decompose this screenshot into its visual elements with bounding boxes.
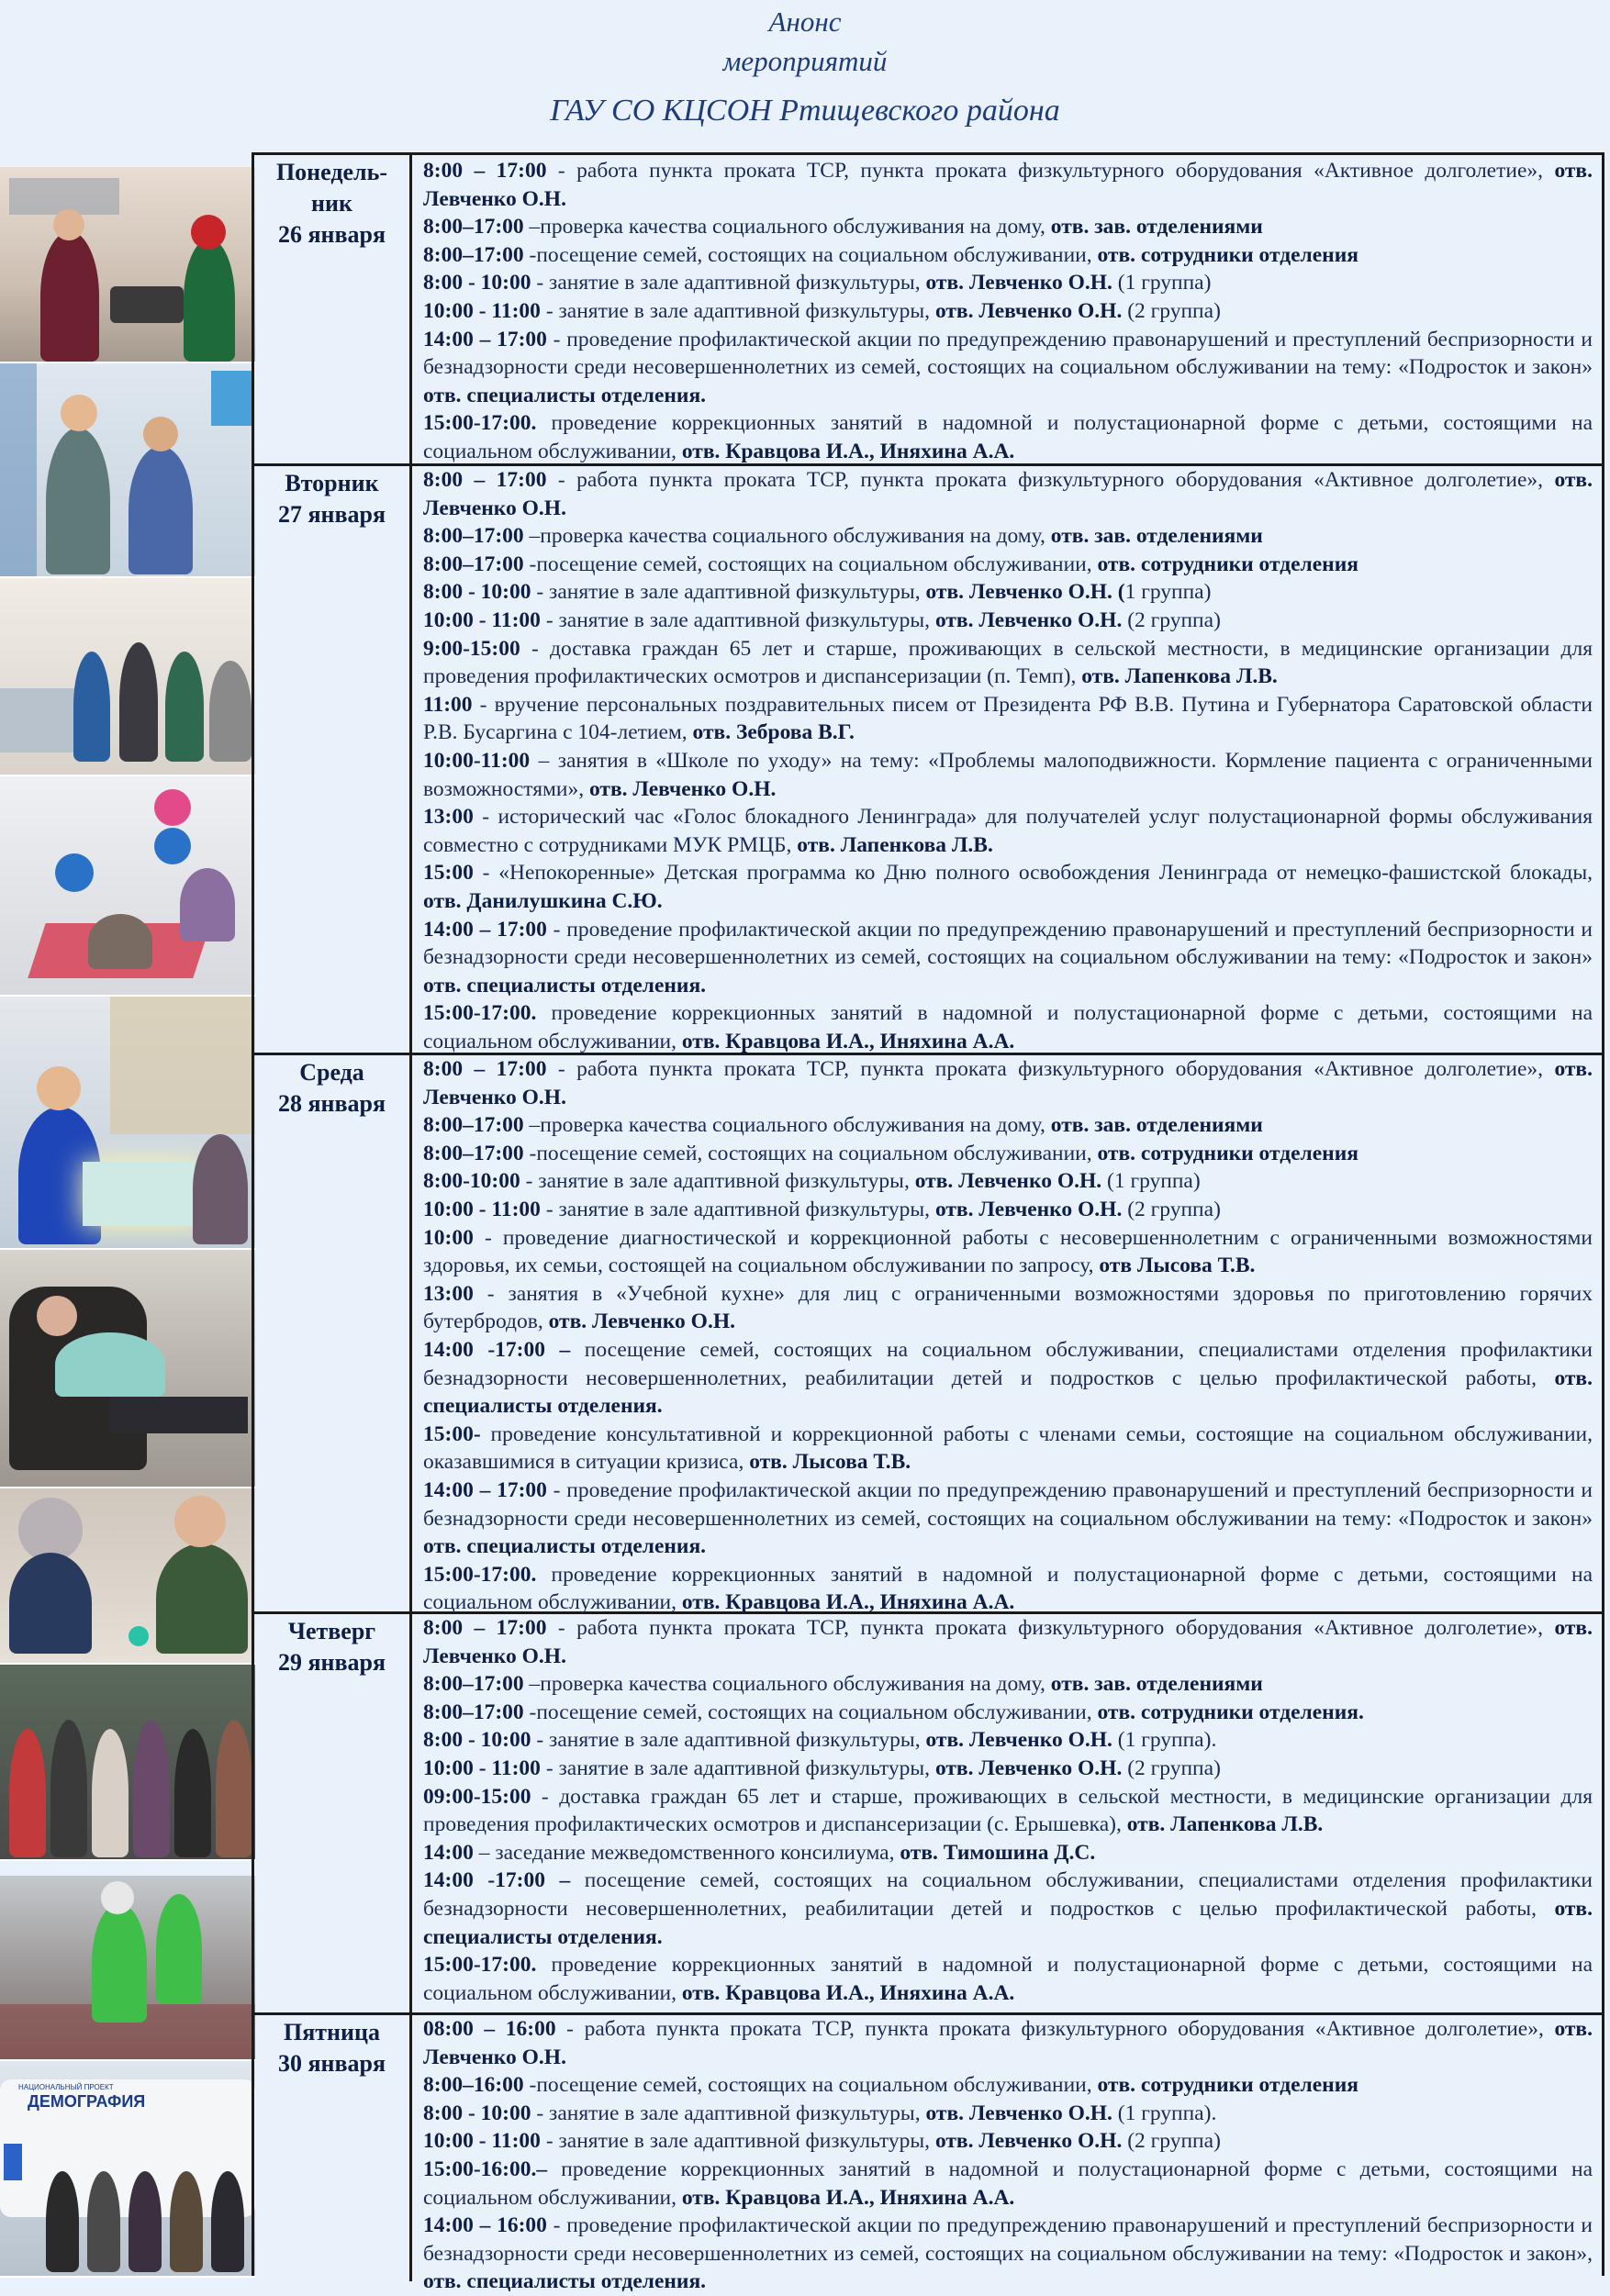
event-responsible: отв. Левченко О.Н. — [914, 1169, 1102, 1194]
event-tail: 1 группа) — [1124, 580, 1212, 605]
event-responsible: отв. специалисты отделения. — [423, 2269, 707, 2294]
event-tail: (2 группа) — [1122, 1755, 1221, 1780]
day-row-friday — [254, 2015, 1602, 2294]
event-time: 15:00-16:00.– — [423, 2157, 548, 2181]
event-text: - работа пункта проката ТСР, пункта проката физкультурного оборудования «Активное долголетие», — [546, 468, 1555, 492]
event-time: 13:00 — [423, 1281, 474, 1306]
event-time: 8:00 – 17:00 — [423, 1616, 547, 1640]
event-responsible: отв. зав. отделениями — [1050, 524, 1263, 549]
event-responsible: отв Лысова Т.В. — [1099, 1254, 1256, 1278]
day-cell — [254, 155, 412, 463]
events-list — [423, 157, 1593, 466]
event-item — [423, 1196, 1593, 1224]
event-item — [423, 1699, 1593, 1727]
event-responsible: отв. Левченко О.Н. — [548, 1310, 735, 1334]
event-responsible: отв. Левченко О.Н. — [925, 2101, 1112, 2125]
day-cell — [254, 1614, 412, 2012]
event-text: - работа пункта проката ТСР, пункта проката физкультурного оборудования «Активное долголетие», — [546, 1057, 1555, 1081]
event-responsible: отв. Левченко О.Н. — [423, 2017, 1593, 2069]
event-text: - занятие в зале адаптивной физкультуры, — [531, 1728, 926, 1753]
event-responsible: отв. Левченко О.Н. — [934, 2129, 1123, 2154]
photo-scooter — [0, 1876, 255, 2061]
event-text: - вручение персональных поздравительных писем от Президента РФ В.В. Путина и Губернатора Саратовской области Р.В. Бусаргина с 104-летием, — [423, 692, 1593, 745]
header-line-1: Анонс — [768, 6, 842, 38]
event-text: - работа пункта проката ТСР, пункта проката физкультурного оборудования «Активное долголетие», — [555, 2017, 1555, 2041]
event-text: проведение коррекционных занятий в надомной и полустационарной форме с детьми, состоящими на социальном обслуживании, — [423, 411, 1593, 463]
event-time: 09:00-15:00 — [423, 1784, 531, 1809]
event-responsible: отв. Левченко О.Н. — [423, 159, 1593, 211]
event-item — [423, 1140, 1593, 1168]
event-time: 13:00 — [423, 805, 474, 830]
event-time: 14:00 -17:00 – — [423, 1868, 571, 1893]
header-line-3: ГАУ СО КЦСОН Ртищевского района — [550, 94, 1060, 128]
day-cell — [254, 1055, 412, 1611]
event-text: - занятие в зале адаптивной физкультуры, — [540, 2129, 935, 2154]
event-responsible: отв. Тимошина Д.С. — [900, 1840, 1096, 1865]
event-responsible: отв. Левченко О.Н. — [925, 1728, 1112, 1753]
event-tail: (1 группа) — [1101, 1169, 1201, 1194]
event-tail: (2 группа) — [1122, 607, 1221, 632]
event-item — [423, 409, 1593, 465]
event-responsible: отв. Лапенкова Л.В. — [1081, 664, 1278, 689]
event-text: - занятие в зале адаптивной физкультуры, — [540, 1197, 935, 1221]
event-item — [423, 2127, 1593, 2156]
event-item — [423, 2015, 1593, 2071]
event-time: 8:00–17:00 — [423, 1672, 524, 1697]
event-item — [423, 747, 1593, 803]
event-text: -посещение семей, состоящих на социальном обслуживании, — [523, 2073, 1098, 2098]
event-responsible: отв. Левченко О.Н. ( — [925, 580, 1125, 605]
event-responsible: отв. сотрудники отделения. — [1097, 1700, 1364, 1724]
day-date: 26 января — [277, 221, 386, 248]
event-item — [423, 1111, 1593, 1140]
event-tail: (2 группа) — [1122, 1197, 1221, 1221]
event-text: - занятия в «Учебной кухне» для лиц с ограниченными возможностями здоровья по приготовлению горячих бутербродов, — [423, 1281, 1593, 1334]
event-responsible: отв. специалисты отделения. — [423, 383, 707, 407]
event-responsible: отв. Левченко О.Н. — [934, 1197, 1123, 1221]
event-text: - «Непокоренные» Детская программа ко Дню полного освобождения Ленинграда от немецко-фашистской блокады, — [473, 861, 1593, 886]
event-text: - проведение профилактической акции по предупреждению правонарушений и преступлений беспризорности и безнадзорности среди несовершеннолетних из семей, состоящих на социальном обслуживании на тему: «Подросток и закон», — [423, 2213, 1593, 2266]
event-item — [423, 466, 1593, 522]
event-time: 10:00 - 11:00 — [423, 2129, 541, 2154]
event-responsible: отв. Лапенкова Л.В. — [1126, 1812, 1324, 1837]
event-text: -посещение семей, состоящих на социальном обслуживании, — [523, 552, 1098, 576]
event-text: проведение коррекционных занятий в надомной и полустационарной форме с детьми, состоящими на социальном обслуживании, — [423, 1953, 1593, 2005]
event-item — [423, 859, 1593, 915]
event-text: - исторический час «Голос блокадного Ленинграда» для получателей услуг полустационарной формы обслуживания совместно с сотрудниками МУК РМЦБ, — [423, 805, 1593, 857]
event-responsible: отв. Кравцова И.А., Иняхина А.А. — [681, 439, 1015, 463]
event-responsible: отв. специалисты отделения. — [423, 973, 707, 998]
event-text: проведение коррекционных занятий в надомной и полустационарной форме с детьми, состоящими на социальном обслуживании, — [423, 2157, 1593, 2210]
event-item — [423, 803, 1593, 859]
event-responsible: отв. специалисты отделения. — [423, 1365, 1593, 1419]
event-time: 10:00 - 11:00 — [423, 1197, 541, 1221]
event-time: 15:00-17:00. — [423, 1001, 537, 1026]
event-responsible: отв. сотрудники отделения — [1097, 1141, 1358, 1165]
event-responsible: отв. Левченко О.Н. — [588, 776, 777, 801]
event-time: 10:00 - 11:00 — [423, 607, 541, 632]
event-item — [423, 1167, 1593, 1196]
event-tail: (2 группа) — [1122, 298, 1221, 323]
event-item — [423, 1055, 1593, 1111]
event-text: -посещение семей, состоящих на социальном обслуживании, — [523, 242, 1098, 267]
event-responsible: отв. сотрудники отделения — [1097, 242, 1358, 267]
event-responsible: отв. сотрудники отделения — [1097, 2073, 1358, 2098]
event-text: - занятие в зале адаптивной физкультуры, — [531, 2101, 926, 2125]
event-time: 8:00–17:00 — [423, 1700, 524, 1724]
day-date: 28 января — [277, 1090, 386, 1117]
event-item — [423, 1421, 1593, 1477]
event-time: 14:00 – 16:00 — [423, 2213, 547, 2238]
event-responsible: отв. Левченко О.Н. — [934, 607, 1123, 632]
event-item — [423, 326, 1593, 410]
event-time: 14:00 — [423, 1840, 474, 1865]
photo-group-office — [0, 578, 255, 776]
schedule-table — [252, 152, 1604, 2294]
event-item — [423, 269, 1593, 297]
event-time: 8:00 – 17:00 — [423, 1057, 547, 1081]
event-responsible: отв. Зеброва В.Г. — [692, 720, 855, 745]
event-time: 15:00- — [423, 1421, 481, 1446]
event-text: - проведение профилактической акции по предупреждению правонарушений и преступлений беспризорности и безнадзорности среди несовершеннолетних из семей, состоящих на социальном обслуживании на тему: «Подросток и закон» — [423, 917, 1593, 970]
event-item — [423, 1755, 1593, 1783]
event-text: - занятие в зале адаптивной физкультуры, — [520, 1169, 915, 1194]
event-text: - занятие в зале адаптивной физкультуры, — [540, 607, 935, 632]
event-responsible: отв. Левченко О.Н. — [925, 271, 1112, 295]
photo-group-hall — [0, 1665, 255, 1861]
event-item — [423, 2156, 1593, 2212]
event-time: 9:00-15:00 — [423, 636, 520, 661]
event-text: проведение консультативной и коррекционной работы с членами семьи, состоящие на социальном обслуживании, оказавшимися в ситуации кризиса, — [423, 1421, 1593, 1475]
event-text: - занятие в зале адаптивной физкультуры, — [531, 271, 926, 295]
event-text: - занятие в зале адаптивной физкультуры, — [540, 298, 935, 323]
event-item — [423, 1839, 1593, 1867]
event-item — [423, 522, 1593, 551]
event-time: 08:00 – 16:00 — [423, 2017, 556, 2041]
event-text: - доставка граждан 65 лет и старше, проживающих в сельской местности, в медицинские организации для проведения профилактических осмотров и диспансеризации (п. Темп), — [423, 636, 1593, 689]
event-item — [423, 1670, 1593, 1699]
event-item — [423, 1477, 1593, 1561]
day-date: 27 января — [277, 501, 386, 528]
events-list — [423, 1614, 1593, 2007]
day-cell — [254, 2015, 412, 2281]
event-time: 8:00–17:00 — [423, 1113, 524, 1138]
event-text: – занятия в «Школе по уходу» на тему: «Проблемы малоподвижности. Кормление пациента с ограниченными возможностями», — [423, 748, 1593, 801]
event-responsible: отв. Левченко О.Н. — [423, 1616, 1593, 1668]
event-item — [423, 1783, 1593, 1839]
event-time: 8:00-10:00 — [423, 1169, 520, 1194]
event-item — [423, 1951, 1593, 2007]
event-time: 15:00-17:00. — [423, 1562, 537, 1587]
event-text: -посещение семей, состоящих на социальном обслуживании, — [523, 1700, 1098, 1724]
event-item — [423, 1336, 1593, 1421]
event-responsible: отв. Левченко О.Н. — [934, 1755, 1123, 1780]
event-text: посещение семей, состоящих на социальном обслуживании, специалистами отделения профилактики безнадзорности несовершеннолетних, реабилитации детей и подростков с целью профилактической работы, — [423, 1337, 1593, 1390]
day-row-thursday — [254, 1614, 1602, 2015]
event-item — [423, 1561, 1593, 1617]
event-time: 10:00 - 11:00 — [423, 1755, 541, 1780]
event-text: - доставка граждан 65 лет и старше, проживающих в сельской местности, в медицинские организации для проведения профилактических осмотров и диспансеризации (с. Ерышевка), — [423, 1784, 1593, 1837]
event-text: - проведение профилактической акции по предупреждению правонарушений и преступлений беспризорности и безнадзорности среди несовершеннолетних из семей, состоящих на социальном обслуживании на тему: «Подросток и закон» — [423, 327, 1593, 380]
event-responsible: отв. специалисты отделения. — [423, 1896, 1593, 1949]
event-time: 10:00 - 11:00 — [423, 298, 541, 323]
day-row-monday — [254, 155, 1602, 466]
events-list — [423, 1055, 1593, 1617]
event-responsible: отв. Левченко О.Н. — [423, 468, 1593, 520]
event-time: 15:00 — [423, 861, 474, 886]
event-item — [423, 1614, 1593, 1670]
event-time: 8:00 - 10:00 — [423, 271, 531, 295]
event-item — [423, 607, 1593, 635]
event-time: 8:00 – 17:00 — [423, 468, 547, 492]
event-text: – заседание межведомственного консилиума, — [473, 1840, 900, 1865]
event-time: 14:00 – 17:00 — [423, 1477, 547, 1502]
day-name: Вторник — [285, 470, 379, 496]
bus-banner-text: ДЕМОГРАФИЯ — [28, 2092, 146, 2111]
event-item — [423, 1280, 1593, 1336]
event-text: проведение коррекционных занятий в надомной и полустационарной форме с детьми, состоящими на социальном обслуживании, — [423, 1001, 1593, 1053]
event-text: –проверка качества социального обслуживания на дому, — [523, 1113, 1051, 1138]
event-item — [423, 2100, 1593, 2128]
event-time: 8:00 - 10:00 — [423, 580, 531, 605]
events-list — [423, 2015, 1593, 2296]
photo-fitness-room — [0, 776, 255, 997]
photo-sand-table — [0, 997, 255, 1250]
event-text: - занятие в зале адаптивной физкультуры, — [540, 1755, 935, 1780]
event-time: 15:00-17:00. — [423, 411, 537, 436]
day-name: Понедель- ник — [275, 159, 388, 217]
event-tail: (2 группа) — [1122, 2129, 1221, 2154]
event-responsible: отв. зав. отделениями — [1050, 1113, 1263, 1138]
event-text: –проверка качества социального обслуживания на дому, — [523, 524, 1051, 549]
document-header — [0, 0, 1610, 151]
event-responsible: отв. Лапенкова Л.В. — [797, 832, 993, 857]
event-item — [423, 578, 1593, 607]
day-date: 29 января — [277, 1649, 386, 1676]
event-responsible: отв. Левченко О.Н. — [934, 298, 1123, 323]
event-text: -посещение семей, состоящих на социальном обслуживании, — [523, 1141, 1098, 1165]
event-item — [423, 297, 1593, 326]
event-item — [423, 2071, 1593, 2100]
event-tail: (1 группа). — [1112, 2101, 1217, 2125]
event-time: 8:00–17:00 — [423, 552, 524, 576]
event-time: 10:00 — [423, 1225, 474, 1250]
event-responsible: отв. Данилушкина С.Ю. — [423, 888, 663, 913]
event-responsible: отв. специалисты отделения. — [423, 1534, 707, 1559]
event-tail: (1 группа) — [1112, 271, 1212, 295]
event-responsible: отв. Кравцова И.А., Иняхина А.А. — [681, 1980, 1015, 2005]
day-date: 30 января — [277, 2050, 386, 2077]
event-text: посещение семей, состоящих на социальном обслуживании, специалистами отделения профилактики безнадзорности несовершеннолетних, реабилитации детей и подростков с целью профилактической работы, — [423, 1868, 1593, 1921]
event-time: 14:00 – 17:00 — [423, 327, 547, 351]
photo-crafts — [0, 1488, 255, 1665]
day-row-tuesday — [254, 466, 1602, 1055]
day-cell — [254, 466, 412, 1053]
day-row-wednesday — [254, 1055, 1602, 1614]
events-list — [423, 466, 1593, 1055]
event-text: - работа пункта проката ТСР, пункта проката физкультурного оборудования «Активное долголетие», — [546, 1616, 1555, 1640]
event-text: проведение коррекционных занятий в надомной и полустационарной форме с детьми, состоящими на социальном обслуживании, — [423, 1562, 1593, 1615]
event-time: 8:00–17:00 — [423, 1141, 524, 1165]
event-item — [423, 999, 1593, 1055]
bus-banner-subtitle: НАЦИОНАЛЬНЫЙ ПРОЕКТ — [18, 2083, 114, 2091]
event-text: - проведение диагностической и коррекционной работы с несовершеннолетним с ограниченными возможностями здоровья, их семьи, состоящей на социальном обслуживании по запросу, — [423, 1225, 1593, 1278]
day-name: Пятница — [283, 2019, 380, 2045]
event-tail: (1 группа). — [1112, 1728, 1217, 1753]
event-time: 8:00 - 10:00 — [423, 2101, 531, 2125]
event-text: - занятие в зале адаптивной физкультуры, — [531, 580, 926, 605]
event-time: 10:00-11:00 — [423, 748, 531, 773]
event-responsible: отв. зав. отделениями — [1050, 1672, 1263, 1697]
photo-massage-chair — [0, 1250, 255, 1488]
header-line-2: мероприятий — [722, 45, 888, 77]
event-item — [423, 1726, 1593, 1755]
event-responsible: отв. сотрудники отделения — [1097, 552, 1358, 576]
event-item — [423, 213, 1593, 241]
event-item — [423, 157, 1593, 213]
event-time: 8:00 – 17:00 — [423, 159, 547, 183]
event-time: 15:00-17:00. — [423, 1953, 537, 1978]
event-time: 11:00 — [423, 692, 473, 717]
event-time: 14:00 – 17:00 — [423, 917, 547, 942]
event-responsible: отв. Левченко О.Н. — [423, 1057, 1593, 1109]
event-text: - работа пункта проката ТСР, пункта проката физкультурного оборудования «Активное долголетие», — [546, 159, 1555, 183]
event-text: –проверка качества социального обслуживания на дому, — [523, 1672, 1051, 1697]
event-time: 8:00–17:00 — [423, 215, 524, 240]
event-item — [423, 691, 1593, 747]
day-name: Четверг — [287, 1618, 376, 1644]
event-item — [423, 635, 1593, 691]
event-time: 8:00–17:00 — [423, 242, 524, 267]
event-time: 8:00–16:00 — [423, 2073, 524, 2098]
event-time: 14:00 -17:00 – — [423, 1337, 571, 1362]
event-item — [423, 2212, 1593, 2296]
event-time: 8:00–17:00 — [423, 524, 524, 549]
day-name: Среда — [299, 1059, 364, 1086]
event-item — [423, 241, 1593, 270]
event-item — [423, 551, 1593, 579]
event-text: –проверка качества социального обслуживания на дому, — [523, 215, 1051, 240]
photo-exercise — [0, 363, 255, 578]
event-item — [423, 1867, 1593, 1951]
event-time: 8:00 - 10:00 — [423, 1728, 531, 1753]
photo-kitchen — [0, 167, 255, 363]
event-responsible: отв. зав. отделениями — [1050, 215, 1263, 240]
event-item — [423, 916, 1593, 1000]
event-responsible: отв. Кравцова И.А., Иняхина А.А. — [681, 1590, 1015, 1615]
photo-demography-bus — [0, 2061, 255, 2278]
event-text: - проведение профилактической акции по предупреждению правонарушений и преступлений беспризорности и безнадзорности среди несовершеннолетних из семей, состоящих на социальном обслуживании на тему: «Подросток и закон» — [423, 1477, 1593, 1531]
event-responsible: отв. Кравцова И.А., Иняхина А.А. — [681, 2185, 1015, 2210]
event-responsible: отв. Лысова Т.В. — [749, 1450, 911, 1475]
event-item — [423, 1224, 1593, 1280]
event-responsible: отв. Кравцова И.А., Иняхина А.А. — [681, 1029, 1015, 1053]
